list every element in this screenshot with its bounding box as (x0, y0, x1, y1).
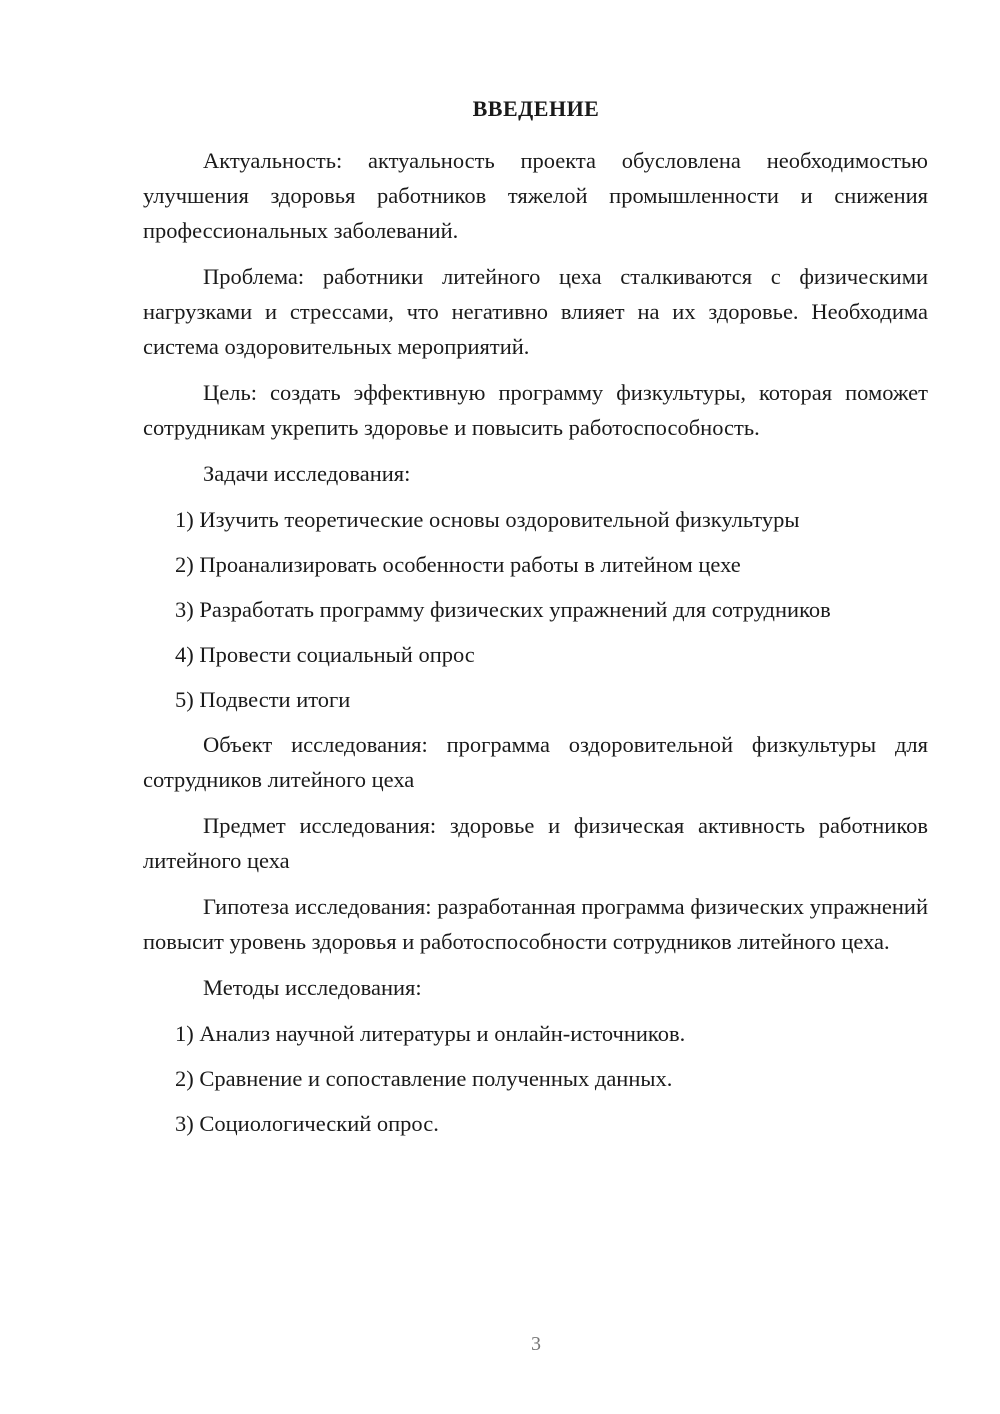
page-title: ВВЕДЕНИЕ (472, 96, 600, 121)
subject-paragraph: Предмет исследования: здоровье и физическая активность работников литейного цеха (143, 813, 928, 873)
task-item-4: 4) Провести социальный опрос (175, 642, 475, 667)
method-item-2: 2) Сравнение и сопоставление полученных данных. (175, 1066, 673, 1091)
method-item-1: 1) Анализ научной литературы и онлайн-источников. (175, 1021, 686, 1046)
task-item-3: 3) Разработать программу физических упражнений для сотрудников (175, 597, 831, 622)
tasks-heading: Задачи исследования: (203, 461, 411, 486)
document-body (143, 143, 928, 1151)
tasks-list (143, 502, 928, 717)
task-item-5: 5) Подвести итоги (175, 687, 351, 712)
page-number: 3 (531, 1333, 541, 1355)
methods-list (143, 1016, 928, 1141)
task-item-2: 2) Проанализировать особенности работы в литейном цехе (175, 552, 741, 577)
problem-paragraph: Проблема: работники литейного цеха сталкиваются с физическими нагрузками и стрессами, что негативно влияет на их здоровье. Необходима система оздоровительных мероприятий. (143, 264, 928, 359)
goal-paragraph: Цель: создать эффективную программу физкультуры, которая поможет сотрудникам укрепить здоровье и повысить работоспособность. (143, 380, 928, 440)
hypothesis-paragraph: Гипотеза исследования: разработанная программа физических упражнений повысит уровень здоровья и работоспособности сотрудников литейного цеха. (143, 894, 928, 954)
object-paragraph: Объект исследования: программа оздоровительной физкультуры для сотрудников литейного цеха (143, 732, 928, 792)
methods-heading: Методы исследования: (203, 975, 422, 1000)
method-item-3: 3) Социологический опрос. (175, 1111, 439, 1136)
task-item-1: 1) Изучить теоретические основы оздоровительной физкультуры (175, 507, 800, 532)
relevance-paragraph: Актуальность: актуальность проекта обусловлена необходимостью улучшения здоровья работников тяжелой промышленности и снижения профессиональных заболеваний. (143, 148, 928, 243)
